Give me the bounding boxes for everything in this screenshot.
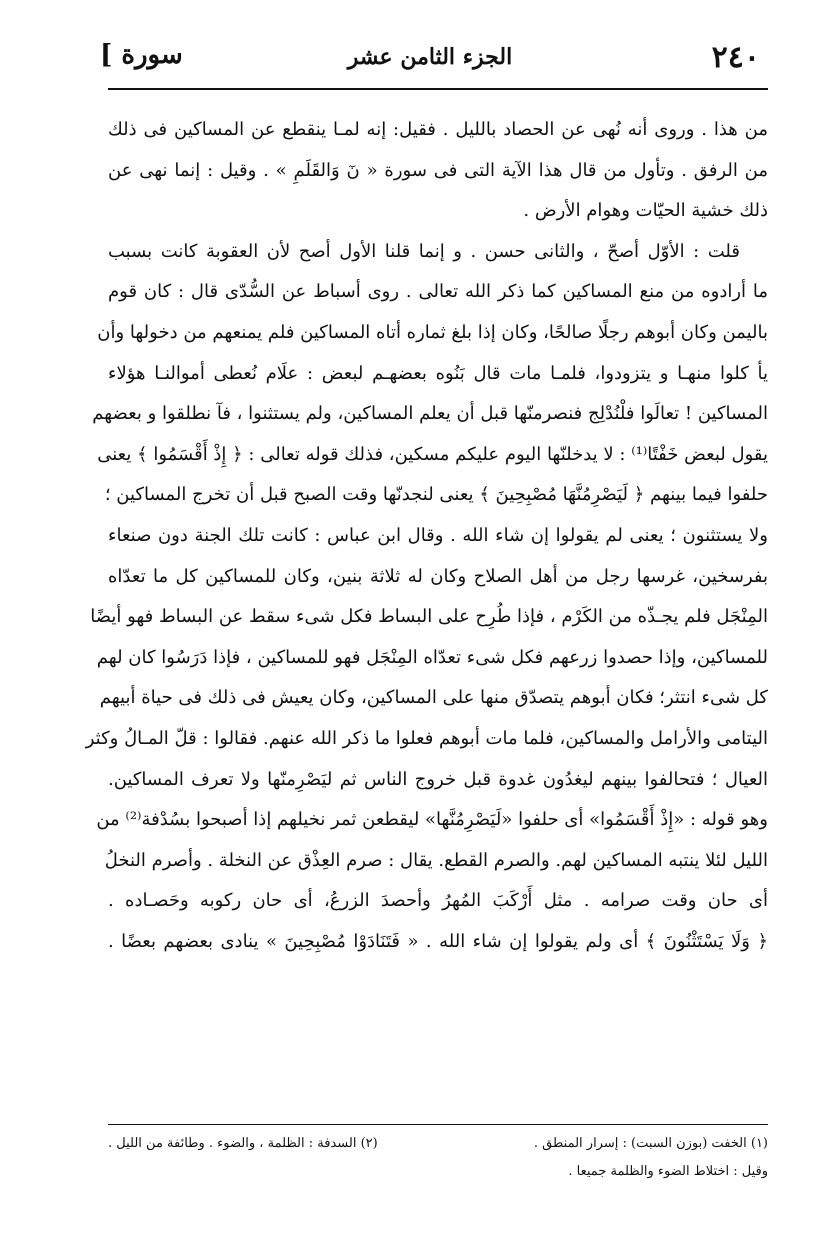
text-line: من الرفق . وتأول من قال هذا الآية التى فى سورة « نٓ وَالقَلَمِ » . وقيل : إنما نهى عن [108, 159, 768, 181]
text-line: المِنْجَل فلم يجـذّه من الكَرْم ، فإذا طُرِح على البساط فكل شىء سقط عن البساط فهو أيضًا [90, 606, 768, 628]
running-title: الجزء الثامن عشر [347, 44, 513, 70]
text-line: اليتامى والأرامل والمساكين، فلما مات أبوهم فعلوا ما ذكر الله عنهم. فقالوا : قلّ المـالُ وكثر [85, 727, 768, 749]
text-line: المساكين ! تعالَوا فلْنُدْلِج فنصرمنّها قبل أن يعلم المساكين، ولم يستثنوا ، فآ نطلقوا و بعضهم [92, 403, 768, 425]
text-line: ذلك خشية الحيّات وهوام الأرض . [523, 200, 768, 222]
text-line: ولا يستثنون ؛ يعنى لم يقولوا إن شاء الله . وقال ابن عباس : كانت تلك الجنة دون صنعاء [108, 524, 768, 546]
text-line: ﴿ وَلَا يَسْتَثْنُونَ ﴾ أى ولم يقولوا إن شاء الله . « فَتَنَادَوْا مُصْبِحِينَ » ينادى بعضهم بعضًا . [108, 930, 768, 952]
page-header [100, 40, 760, 80]
page-number: ٢٤٠ [711, 40, 760, 75]
text-line: أى حان وقت صرامه . مثل أَرْكَبَ المُهرُ وأحصدَ الزرعُ، أى حان ركوبه وحَصـاده . [108, 890, 768, 912]
text-line: باليمن وكان أبوهم رجلًا صالحًا، وكان إذا بلغ ثماره أتاه المساكين فلم يمنعهم من دخولها وأن [97, 321, 768, 343]
header-rule [108, 88, 768, 90]
text-line: يأ كلوا منهـا و يتزودوا، فلمـا مات قال بَنُوه بعضهـم لبعض : علَام نُعطى أموالنـا هؤلاء [108, 362, 768, 384]
text-line: الليل لئلا ينتبه المساكين لهم. والصرم القطع. يقال : صرم العِذْق عن النخلة . وأصرم النخلُ [104, 849, 768, 871]
text-line: من هذا . وروى أنه نُهى عن الحصاد بالليل . فقيل: إنه لمـا ينقطع عن المساكين فى ذلك [108, 119, 768, 140]
footnote-1: (١) الخفت (بوزن السبت) : إسرار المنطق . [533, 1136, 768, 1151]
text-line: بفرسخين، غرسها رجل من أهل الصلاح وكان له ثلاثة بنين، وكان للمساكين كل ما تعدّاه [108, 565, 768, 587]
text-line: ما أرادوه من منع المساكين كما ذكر الله تعالى . روى أسباط عن السُّدّى قال : كان قوم [108, 281, 768, 303]
text-line: العيال ؛ فتحالفوا بينهم ليغدُون غدوة قبل خروج الناس ثم ليَصْرِمنّها ولا تعرف المساكين. [108, 768, 768, 790]
text-line: حلفوا فيما بينهم ﴿ لَيَصْرِمُنَّهَا مُصْبِحِينَ ﴾ يعنى لنجدنّها وقت الصبح قبل أن تخرج المساكين ؛ [104, 484, 768, 506]
text-line: كل شىء انتثر؛ فكان أبوهم يتصدّق منها على المساكين، وكان يعيش فى ذلك فى حياة أبيهم [99, 687, 768, 709]
footnote-rule [108, 1124, 768, 1125]
footnotes [108, 1130, 768, 1186]
surah-label: سورة ] [100, 40, 183, 70]
text-line: قلت : الأوّل أصحّ ، والثانى حسن . و إنما قلنا الأول أصح لأن العقوبة كانت بسبب [108, 240, 740, 262]
footnote-2: (٢) السدفة : الظلمة ، والضوء . وطائفة من الليل . [108, 1136, 378, 1151]
text-line: وهو قوله : «إِذْ أَقْسَمُوا» أى حلفوا «لَيَصْرِمُنَّها» ليقطعن ثمر نخيلهم إذا أصبحوا بسُدْفة⁽²⁾ من [96, 809, 768, 831]
footnote-2-continuation: وقيل : اختلاط الضوء والظلمة جميعا . [568, 1164, 768, 1179]
body-text [85, 110, 768, 962]
footnote-row [108, 1130, 768, 1158]
text-line: يقول لبعض خَفْتًا⁽¹⁾ : لا يدخلنّها اليوم عليكم مسكين، فذلك قوله تعالى : ﴿ إِذْ أَقْسَمُوا ﴾ يعنى [97, 443, 768, 465]
text-line: للمساكين، وإذا حصدوا زرعهم فكل شىء تعدّاه المِنْجَل فهو للمساكين ، فإذا دَرَسُوا كان لهم [96, 646, 768, 668]
